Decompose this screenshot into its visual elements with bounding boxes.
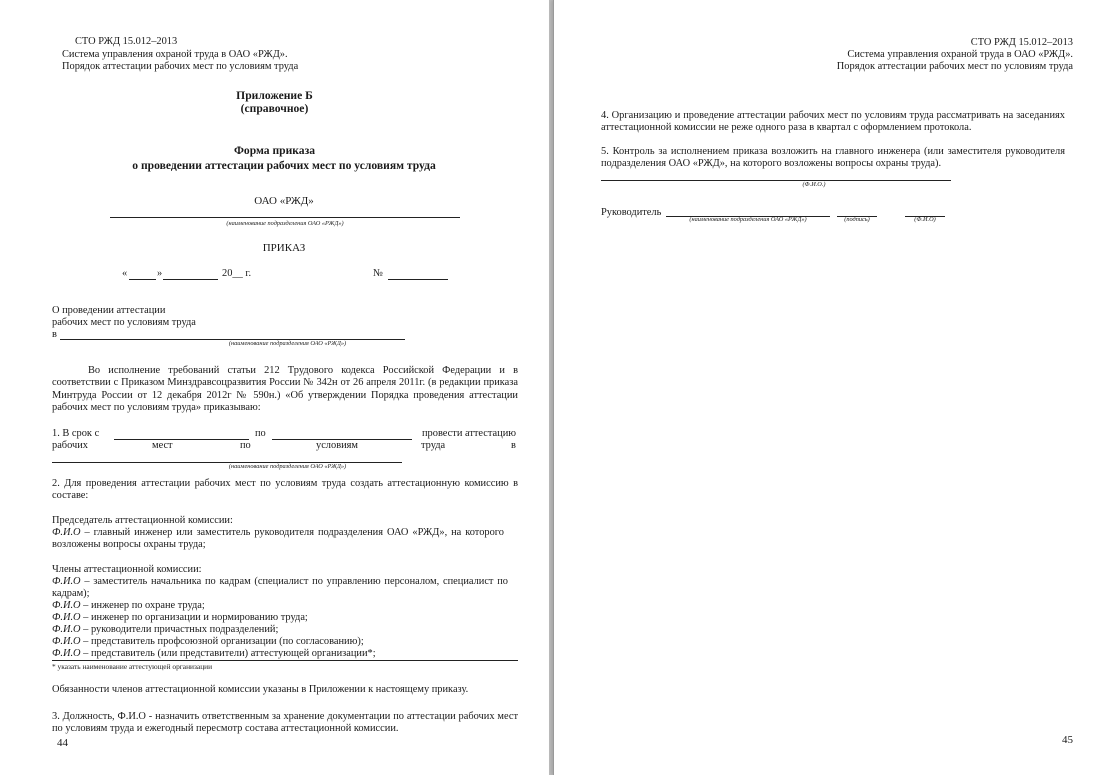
subject-3: в xyxy=(52,329,57,340)
item3-paragraph: 3. Должность, Ф.И.О - назначить ответственным за хранение документации по аттестации рабочих мест по условиям труда и ежегодный пересмотр состава аттестационной комиссии. xyxy=(52,711,518,735)
date-month-line xyxy=(163,279,218,280)
member-4 xyxy=(52,624,278,637)
footnote-separator xyxy=(52,660,518,661)
member-6 xyxy=(52,648,376,661)
page-left xyxy=(0,0,550,775)
chair-text xyxy=(52,527,504,552)
form-title-2: о проведении аттестации рабочих мест по условиям труда xyxy=(132,159,436,172)
item1-word-3: по xyxy=(240,440,251,451)
head-sign-caption: (подпись) xyxy=(844,216,870,223)
header-code-right: СТО РЖД 15.012–2013 xyxy=(970,37,1073,48)
footnote: * указать наименование аттестующей организации xyxy=(52,662,213,671)
item1-from-line xyxy=(114,439,249,440)
page-number-right: 45 xyxy=(1062,734,1073,746)
item1-prefix: 1. В срок с xyxy=(52,428,100,439)
member-4-desc: – руководители причастных подразделений; xyxy=(80,624,279,635)
appendix-title: Приложение Б xyxy=(236,89,313,102)
unit-caption: (наименование подразделения ОАО «РЖД») xyxy=(226,220,344,227)
duties-text: Обязанности членов аттестационной комиссии указаны в Приложении к настоящему приказу. xyxy=(52,684,469,695)
org-name: ОАО «РЖД» xyxy=(254,195,314,207)
subject-2: рабочих мест по условиям труда xyxy=(52,317,196,328)
item1-word-1: рабочих xyxy=(52,440,89,451)
head-label: Руководитель xyxy=(601,207,662,218)
member-5 xyxy=(52,636,364,649)
member-3 xyxy=(52,612,308,625)
member-2-fio: Ф.И.О xyxy=(52,600,81,611)
member-6-desc: – представитель (или представители) аттестующей организации*; xyxy=(80,648,376,659)
item1-word-5: труда xyxy=(421,440,446,451)
number-line xyxy=(388,279,448,280)
item2-paragraph: 2. Для проведения аттестации рабочих мест по условиям труда создать аттестационную комиссию в составе: xyxy=(52,478,518,502)
unit-line xyxy=(110,217,460,218)
header-order-right: Порядок аттестации рабочих мест по условиям труда xyxy=(836,61,1073,72)
item1-suffix: провести аттестацию xyxy=(422,428,517,439)
header-code: СТО РЖД 15.012–2013 xyxy=(75,36,178,47)
member-3-fio: Ф.И.О xyxy=(52,612,81,623)
item5-paragraph: 5. Контроль за исполнением приказа возложить на главного инженера (или заместителя руководителя подразделения ОАО «РЖД», на которого возложены вопросы охраны труда). xyxy=(601,146,1065,170)
chair-desc: – главный инженер или заместитель руководителя подразделения ОАО «РЖД», на которого возложены вопросы охраны труда; xyxy=(52,527,504,551)
item4-paragraph: 4. Организацию и проведение аттестации рабочих мест по условиям труда рассматривать на заседаниях аттестационной комиссии не реже одного раза в квартал с оформлением протокола. xyxy=(601,110,1065,134)
chair-heading: Председатель аттестационной комиссии: xyxy=(52,515,233,526)
item5-fio-caption: (Ф.И.О.) xyxy=(802,181,826,188)
header-system-right: Система управления охраной труда в ОАО «РЖД». xyxy=(847,49,1073,60)
page-number-left: 44 xyxy=(57,737,68,749)
chair-fio: Ф.И.О xyxy=(52,527,81,538)
item1-word-2: мест xyxy=(152,440,173,451)
member-1 xyxy=(52,576,508,601)
intro-paragraph: Во исполнение требований статьи 212 Трудового кодекса Российской Федерации и в соответствии с Приказом Минздравсоцразвития России № 342н от 26 апреля 2011г. (в редакции приказа Минтруда России от 12 декабря 2012г № 590н.) «Об утверждении Порядка проведения аттестации рабочих мест по условиям труда» приказываю: xyxy=(52,365,518,414)
head-fio-caption: (Ф.И.О) xyxy=(914,216,936,223)
item1-word-6: в xyxy=(511,440,516,451)
member-3-desc: – инженер по организации и нормированию труда; xyxy=(80,612,308,623)
item1-po: по xyxy=(255,428,266,439)
date-quote-open: « xyxy=(122,268,128,279)
page-right xyxy=(553,0,1102,775)
member-5-desc: – представитель профсоюзной организации (по согласованию); xyxy=(80,636,364,647)
form-title-1: Форма приказа xyxy=(233,144,316,157)
header-order: Порядок аттестации рабочих мест по условиям труда xyxy=(62,61,299,72)
subject-caption: (наименование подразделения ОАО «РЖД») xyxy=(228,340,347,347)
item1-word-4: условиям xyxy=(316,440,359,451)
number-sign: № xyxy=(373,268,383,279)
date-day-line xyxy=(129,279,156,280)
member-2-desc: – инженер по охране труда; xyxy=(80,600,205,611)
member-4-fio: Ф.И.О xyxy=(52,624,81,635)
header-system: Система управления охраной труда в ОАО «РЖД». xyxy=(62,49,288,60)
member-6-fio: Ф.И.О xyxy=(52,648,81,659)
prikaz-title: ПРИКАЗ xyxy=(262,242,306,254)
item1-unit-caption: (наименование подразделения ОАО «РЖД») xyxy=(228,463,347,470)
member-1-fio: Ф.И.О xyxy=(52,576,81,587)
members-heading: Члены аттестационной комиссии: xyxy=(52,564,202,575)
member-5-fio: Ф.И.О xyxy=(52,636,81,647)
member-1-desc: – заместитель начальника по кадрам (специалист по управлению персоналом, специалист по кадрам); xyxy=(52,576,508,600)
date-year: 20__ г. xyxy=(222,268,252,279)
head-unit-caption: (наименование подразделения ОАО «РЖД») xyxy=(689,216,807,223)
date-quote-close: » xyxy=(157,268,163,279)
member-2 xyxy=(52,600,205,613)
appendix-note: (справочное) xyxy=(240,102,309,115)
subject-1: О проведении аттестации xyxy=(52,305,166,316)
